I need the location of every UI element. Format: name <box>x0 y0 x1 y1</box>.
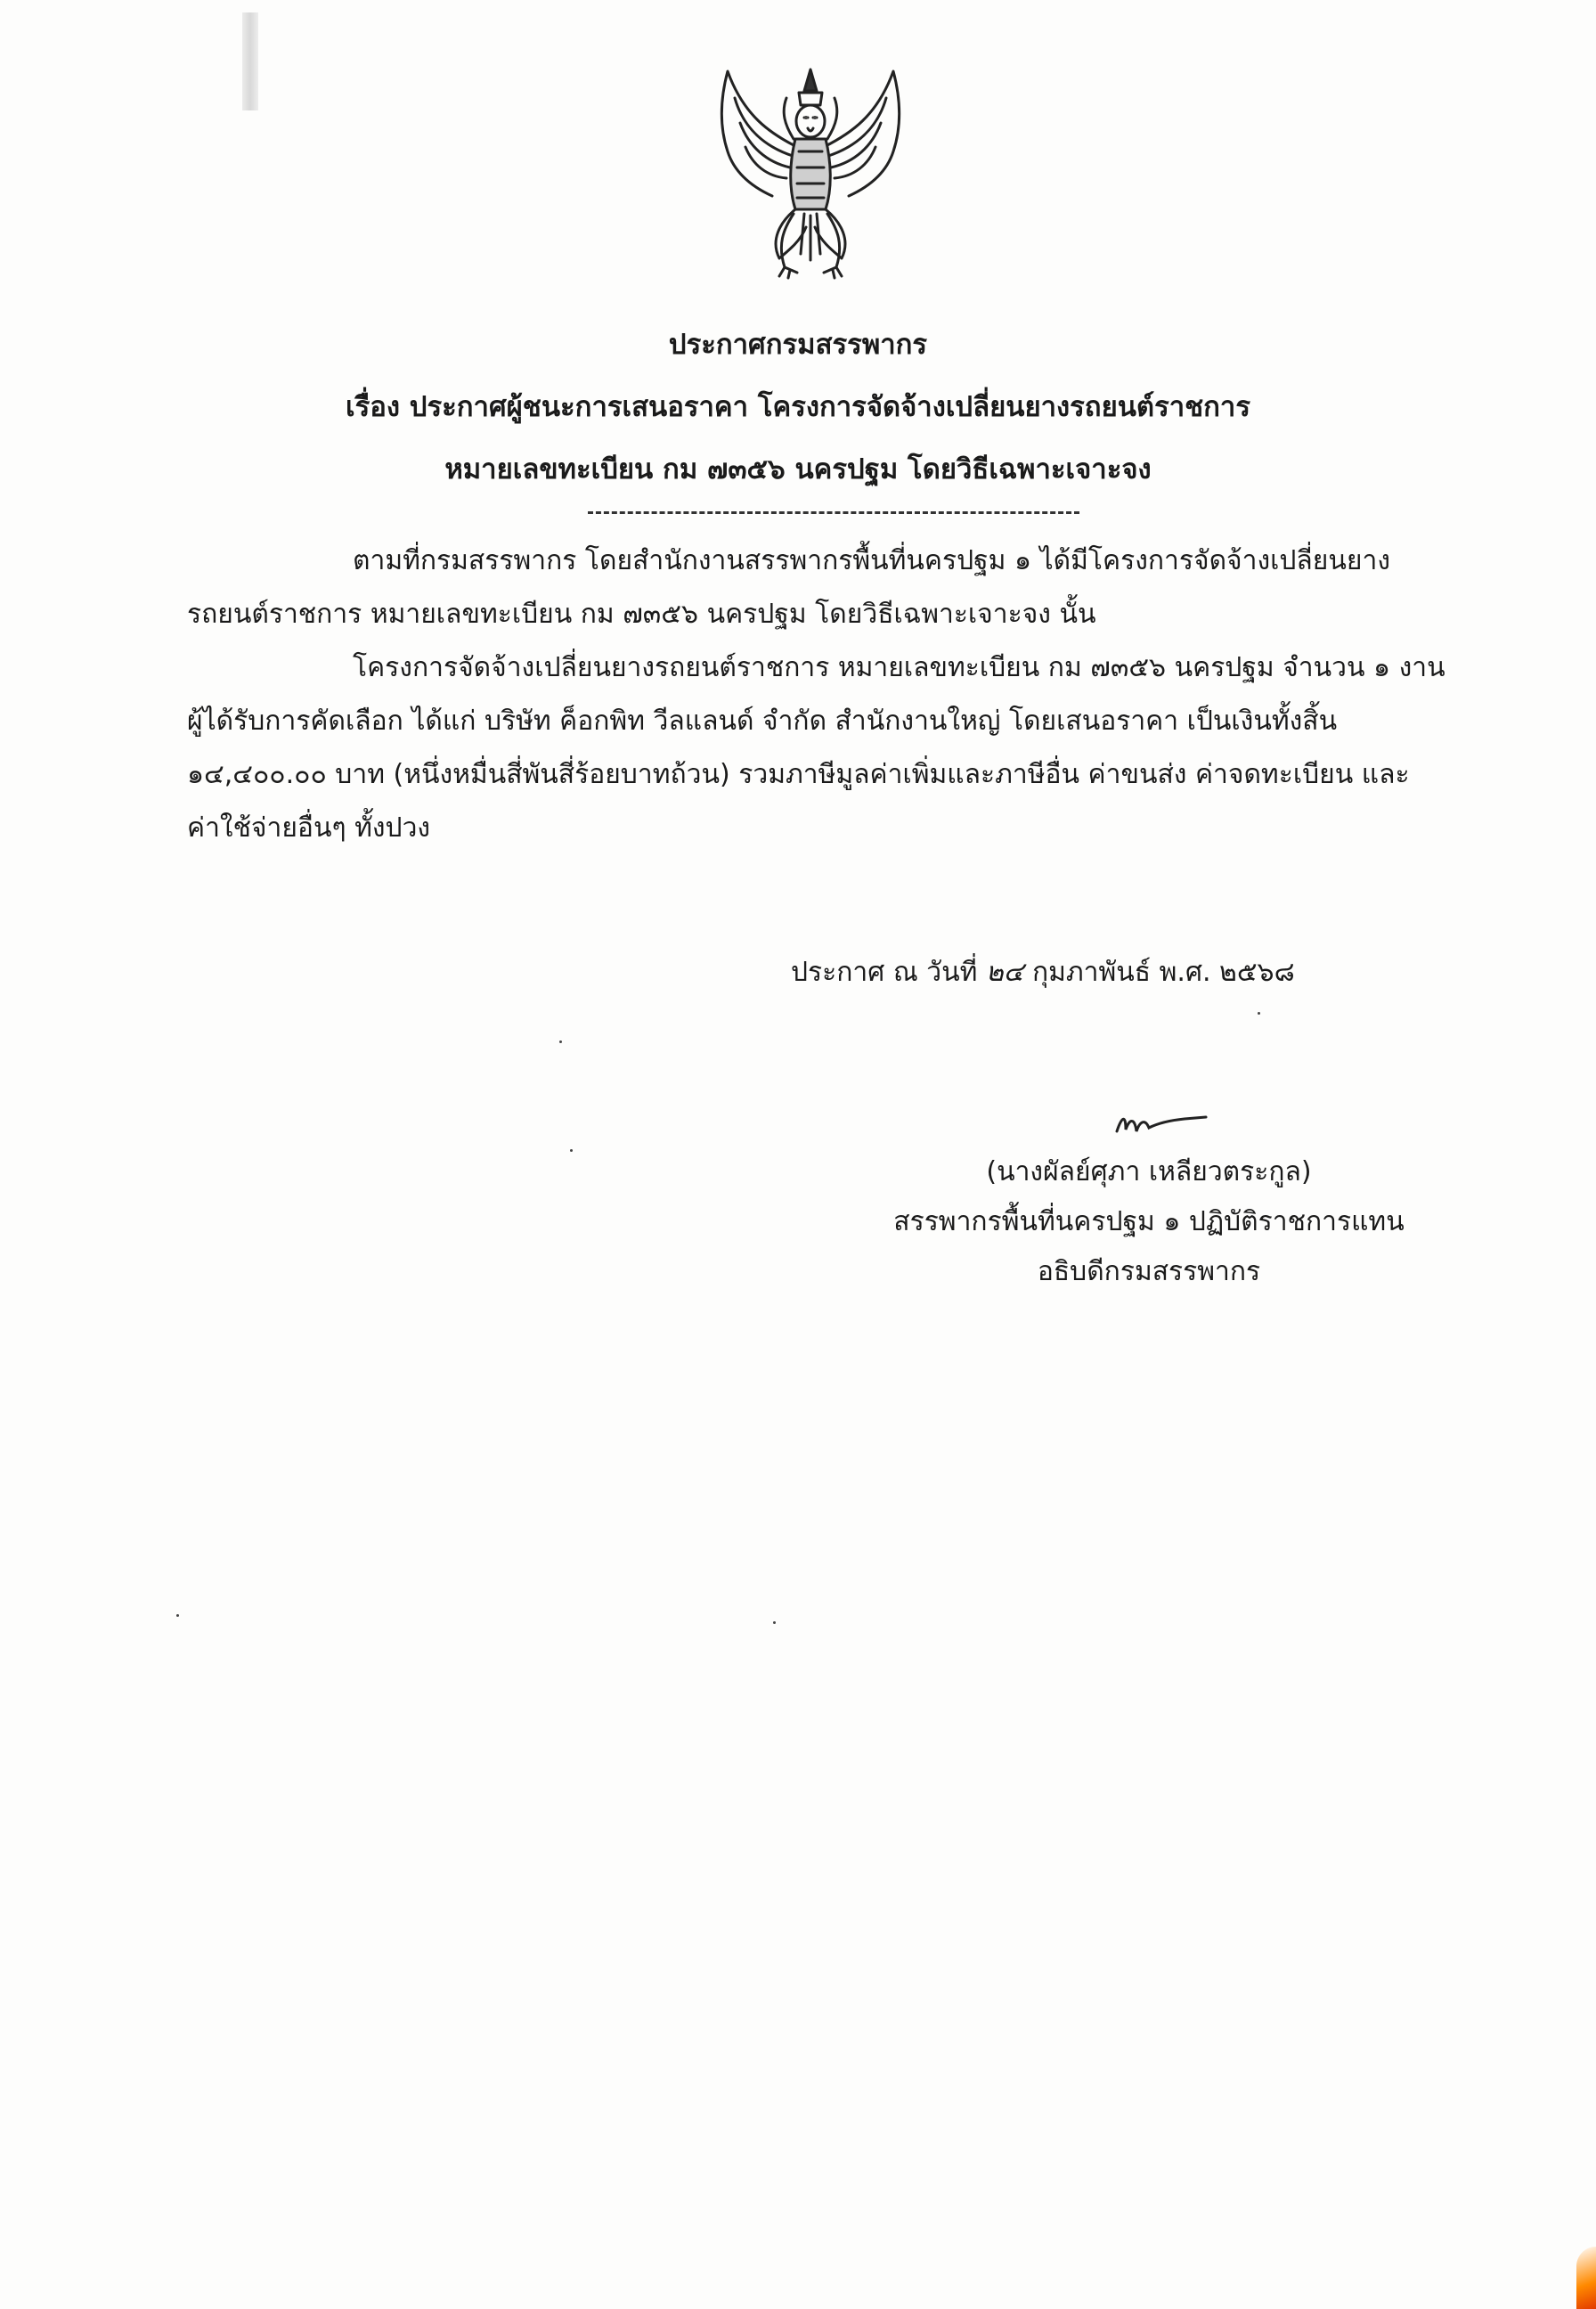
body-line: ๑๔,๔๐๐.๐๐ บาท (หนึ่งหมื่นสี่พันสี่ร้อยบาทถ้วน) รวมภาษีมูลค่าเพิ่มและภาษีอื่น ค่าขนส่ง ค่าจดทะเบียน และ <box>187 759 1410 790</box>
signer-name: (นางผัลย์ศุภา เหลียวตระกูล) <box>986 1156 1312 1187</box>
header-agency: ประกาศกรมสรรพากร <box>668 329 928 361</box>
body-line: โครงการจัดจ้างเปลี่ยนยางรถยนต์ราชการ หมายเลขทะเบียน กม ๗๓๕๖ นครปฐม จำนวน ๑ งาน <box>353 652 1445 683</box>
body-line: ตามที่กรมสรรพากร โดยสำนักงานสรรพากรพื้นที่นครปฐม ๑ ได้มีโครงการจัดจ้างเปลี่ยนยาง <box>353 545 1390 576</box>
scan-artifact <box>242 12 258 110</box>
scan-speck <box>570 1149 573 1152</box>
handwritten-signature-icon <box>1113 1105 1211 1145</box>
signer-title-cont: อธิบดีกรมสรรพากร <box>1037 1256 1261 1287</box>
date-prefix: ประกาศ ณ วันที่ <box>791 957 978 988</box>
date-day: ๒๔ <box>985 957 1024 988</box>
announcement-date <box>791 946 1295 999</box>
scan-edge-artifact <box>1576 2247 1596 2309</box>
garuda-emblem-icon <box>708 62 913 281</box>
header-subject-cont: หมายเลขทะเบียน กม ๗๓๕๖ นครปฐม โดยวิธีเฉพาะเจาะจง <box>444 453 1152 485</box>
body-line: ผู้ได้รับการคัดเลือก ได้แก่ บริษัท ค็อกพิท วีลแลนด์ จำกัด สำนักงานใหญ่ โดยเสนอราคา เป็นเงินทั้งสิ้น <box>187 706 1338 737</box>
date-month-year: กุมภาพันธ์ พ.ศ. ๒๕๖๘ <box>1031 957 1295 988</box>
signer-title: สรรพากรพื้นที่นครปฐม ๑ ปฏิบัติราชการแทน <box>893 1206 1405 1237</box>
header-divider <box>588 511 1079 514</box>
scan-speck <box>176 1614 179 1617</box>
document-header <box>0 314 1596 501</box>
header-subject: เรื่อง ประกาศผู้ชนะการเสนอราคา โครงการจัดจ้างเปลี่ยนยางรถยนต์ราชการ <box>346 391 1250 423</box>
body-line: ค่าใช้จ่ายอื่นๆ ทั้งปวง <box>187 812 431 844</box>
scan-speck <box>773 1621 776 1624</box>
signature-block <box>837 1147 1461 1297</box>
scan-speck <box>1258 1012 1260 1015</box>
scan-speck <box>559 1040 562 1043</box>
body-line: รถยนต์ราชการ หมายเลขทะเบียน กม ๗๓๕๖ นครปฐม โดยวิธีเฉพาะเจาะจง นั้น <box>187 599 1096 630</box>
document-body <box>187 534 1456 855</box>
